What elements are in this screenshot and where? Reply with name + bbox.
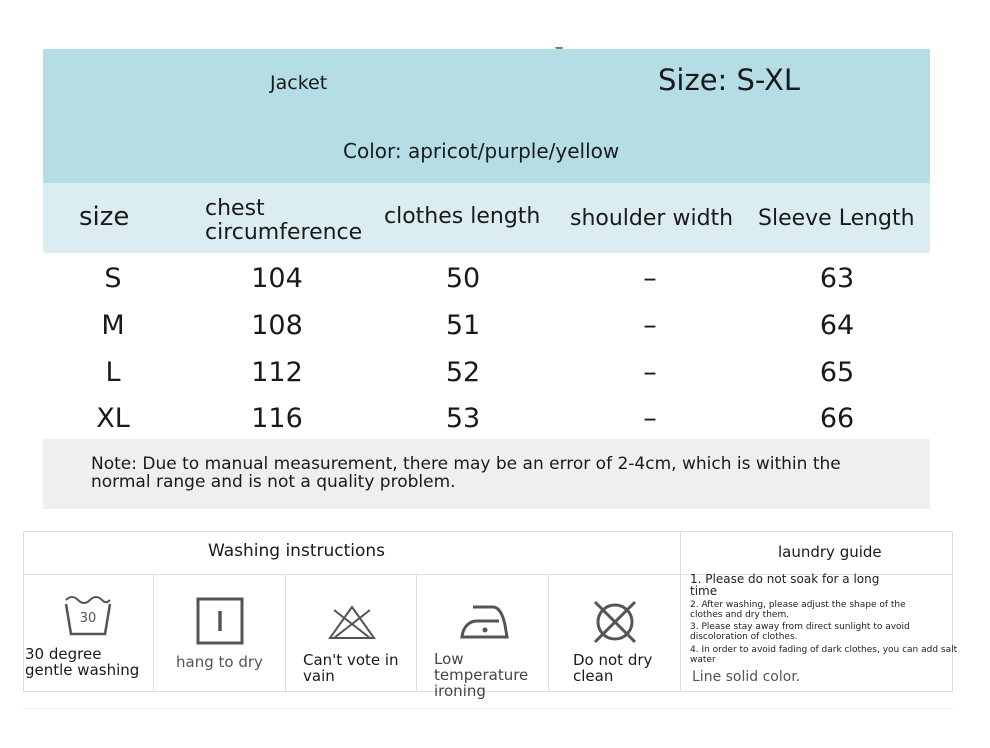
divider [153,574,154,691]
low-iron-label: Low temperature ironing [434,650,529,700]
chest-cell: 112 [251,357,303,388]
shoulder-cell: – [643,357,657,388]
washing-instructions-title: Washing instructions [208,541,386,561]
sleeve-cell: 64 [819,310,855,341]
length-cell: 52 [445,357,481,388]
divider [952,531,953,691]
color-options: Color: apricot/purple/yellow [343,139,620,163]
length-cell: 51 [445,310,481,341]
wash-temperature: 30 [79,611,97,626]
column-header-shoulder: shoulder width [570,206,734,231]
size-range: Size: S-XL [658,63,800,97]
divider [548,574,549,691]
product-name: Jacket [270,72,328,94]
size-cell: M [101,310,125,341]
column-header-chest: chest circumference [205,196,363,245]
no-dry-clean-label: Do not dry clean [573,651,653,685]
size-cell: XL [96,403,130,434]
size-cell: S [104,263,122,294]
no-bleach-icon [326,604,378,646]
laundry-guide-title: laundry guide [778,543,882,561]
hang-dry-label: hang to dry [176,653,263,671]
shoulder-cell: – [643,310,657,341]
sleeve-cell: 63 [819,263,855,294]
column-header-size: size [79,202,130,232]
low-iron-icon [459,601,511,645]
divider [23,531,24,691]
laundry-guide-footer: Line solid color. [692,669,801,685]
sleeve-cell: 65 [819,357,855,388]
divider [680,531,681,691]
wash-30-label: 30 degree gentle washing [25,645,140,679]
chest-cell: 104 [251,263,303,294]
measurement-note: Note: Due to manual measurement, there may be an error of 2-4cm, which is within the normal range and is not a quality problem. [91,454,841,492]
sleeve-cell: 66 [819,403,855,434]
laundry-guide-item: 1. Please do not soak for a long time [690,572,880,598]
laundry-guide-item: 4. In order to avoid fading of dark clothes, you can add salt water [690,645,958,665]
chest-cell: 108 [251,310,303,341]
laundry-guide-item: 3. Please stay away from direct sunlight to avoid discoloration of clothes. [690,622,910,642]
column-header-length: clothes length [384,204,541,229]
shoulder-cell: – [643,403,657,434]
no-dry-clean-icon [591,599,639,649]
length-cell: 53 [445,403,481,434]
wash-30-icon [62,594,114,644]
divider [23,708,953,709]
length-cell: 50 [445,263,481,294]
shoulder-cell: – [643,263,657,294]
divider [285,574,286,691]
size-cell: L [105,357,121,388]
no-bleach-label: Can't vote in vain [303,651,399,685]
divider [416,574,417,691]
column-header-sleeve: Sleeve Length [758,206,915,231]
chest-cell: 116 [251,403,303,434]
hang-dry-icon [196,597,244,649]
laundry-guide-item: 2. After washing, please adjust the shape of the clothes and dry them. [690,600,906,620]
